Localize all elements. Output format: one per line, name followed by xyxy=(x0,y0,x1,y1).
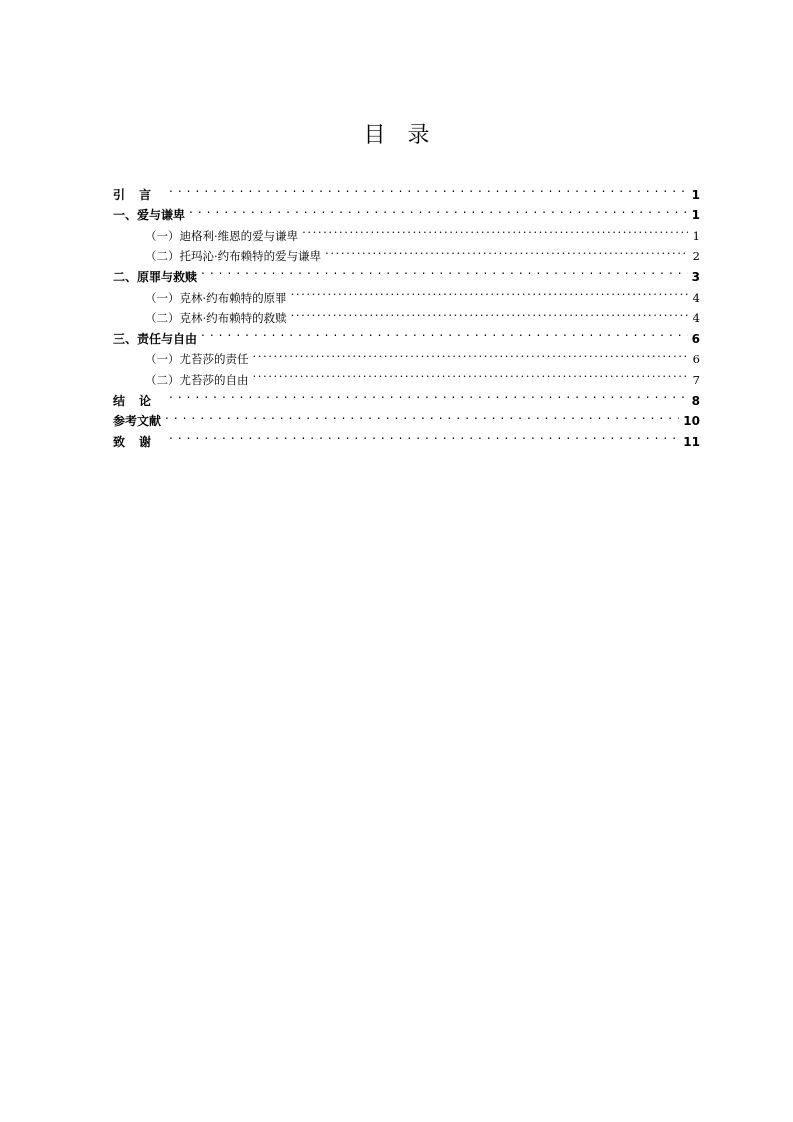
toc-entry[interactable] xyxy=(113,178,700,202)
table-of-contents xyxy=(113,178,700,449)
toc-entry-label: 参考文献 xyxy=(113,414,162,429)
toc-leader-dots xyxy=(165,405,679,426)
toc-entry-label: （一）克林·约布赖特的原罪 xyxy=(145,290,287,305)
toc-leader-dots xyxy=(291,302,688,323)
toc-entry[interactable] xyxy=(113,384,700,408)
toc-entry[interactable] xyxy=(113,260,700,284)
toc-page-number: 7 xyxy=(692,372,700,387)
toc-entry[interactable] xyxy=(113,199,700,223)
toc-entry[interactable] xyxy=(113,219,700,243)
toc-page-number: 1 xyxy=(691,208,700,223)
toc-entry[interactable] xyxy=(113,405,700,429)
toc-entry-label: 二、原罪与救赎 xyxy=(113,269,198,284)
toc-entry-label: 一、爱与谦卑 xyxy=(113,208,186,223)
toc-entry-label: 引言 xyxy=(113,187,166,202)
toc-entry-label: （一）尤苔莎的责任 xyxy=(145,352,249,367)
toc-leader-dots xyxy=(325,240,688,261)
toc-page-number: 8 xyxy=(691,393,700,408)
toc-leader-dots xyxy=(189,199,688,220)
toc-leader-dots xyxy=(201,260,688,281)
toc-entry[interactable] xyxy=(113,425,700,449)
toc-leader-dots xyxy=(253,343,689,364)
toc-page-number: 6 xyxy=(692,352,700,367)
toc-page-number: 4 xyxy=(692,311,700,326)
toc-page-number: 3 xyxy=(691,269,700,284)
toc-page-number: 2 xyxy=(692,249,700,264)
toc-page-number: 1 xyxy=(692,228,700,243)
toc-entry[interactable] xyxy=(113,343,700,367)
toc-page-number: 4 xyxy=(692,290,700,305)
toc-entry-label: （二）克林·约布赖特的救赎 xyxy=(145,311,287,326)
toc-leader-dots xyxy=(169,384,688,405)
toc-leader-dots xyxy=(169,425,679,446)
toc-entry-label: 三、责任与自由 xyxy=(113,331,198,346)
toc-page-number: 11 xyxy=(683,434,700,449)
toc-leader-dots xyxy=(291,281,688,302)
toc-leader-dots xyxy=(201,322,688,343)
toc-leader-dots xyxy=(169,178,688,199)
toc-entry-label: （二）托玛沁·约布赖特的爱与谦卑 xyxy=(145,249,322,264)
toc-page-number: 6 xyxy=(691,331,700,346)
toc-page-number: 1 xyxy=(691,187,700,202)
toc-entry-label: （二）尤苔莎的自由 xyxy=(145,372,249,387)
page-title: 目录 xyxy=(363,123,452,148)
toc-leader-dots xyxy=(302,219,688,240)
toc-entry-label: （一）迪格利·维恩的爱与谦卑 xyxy=(145,228,299,243)
toc-leader-dots xyxy=(253,363,689,384)
toc-entry[interactable] xyxy=(113,322,700,346)
toc-entry[interactable] xyxy=(113,281,700,305)
toc-entry-label: 结论 xyxy=(113,393,166,408)
toc-entry-label: 致谢 xyxy=(113,434,166,449)
toc-page-number: 10 xyxy=(683,414,700,429)
